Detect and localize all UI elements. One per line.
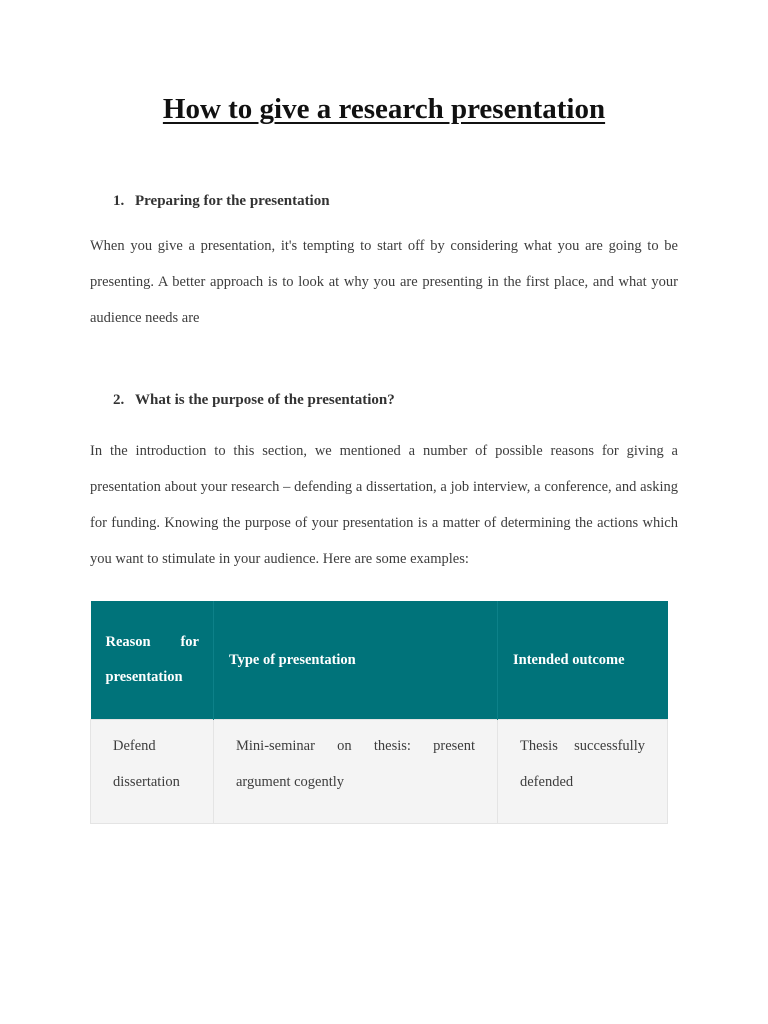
header-reason-text: Reason for presentation [105,634,199,685]
section-number: 2. [113,392,125,408]
table-header-type: Type of presentation [214,601,498,720]
section-heading-text: What is the purpose of the presentation? [135,392,395,408]
section-paragraph-preparing: When you give a presentation, it's tempting to start off by considering what you are going to be presenting. A better approach is to look at why you are presenting in the first place, and what your audience needs are [90,238,678,326]
table-cell-reason: Defend dissertation [91,720,214,824]
section-heading-preparing [113,193,330,210]
section-paragraph-purpose: In the introduction to this section, we mentioned a number of possible reasons for giving a presentation about your research – defending a dissertation, a job interview, a conference, and asking for funding. Knowing the purpose of your presentation is a matter of determining the actions which you want to stimulate in your audience. Here are some examples: [90,443,678,567]
section-heading-text: Preparing for the presentation [135,193,330,209]
table-row [91,720,668,824]
section-number: 1. [113,193,125,209]
table-header-row [91,601,668,720]
table-header-reason [91,601,214,720]
section-heading-purpose [113,392,395,409]
examples-table [90,601,668,824]
table-header-outcome: Intended outcome [498,601,668,720]
table-cell-type: Mini-seminar on thesis: present argument cogently [214,720,498,824]
table-cell-outcome: Thesis successfully defended [498,720,668,824]
page-title: How to give a research presentation [162,93,606,125]
